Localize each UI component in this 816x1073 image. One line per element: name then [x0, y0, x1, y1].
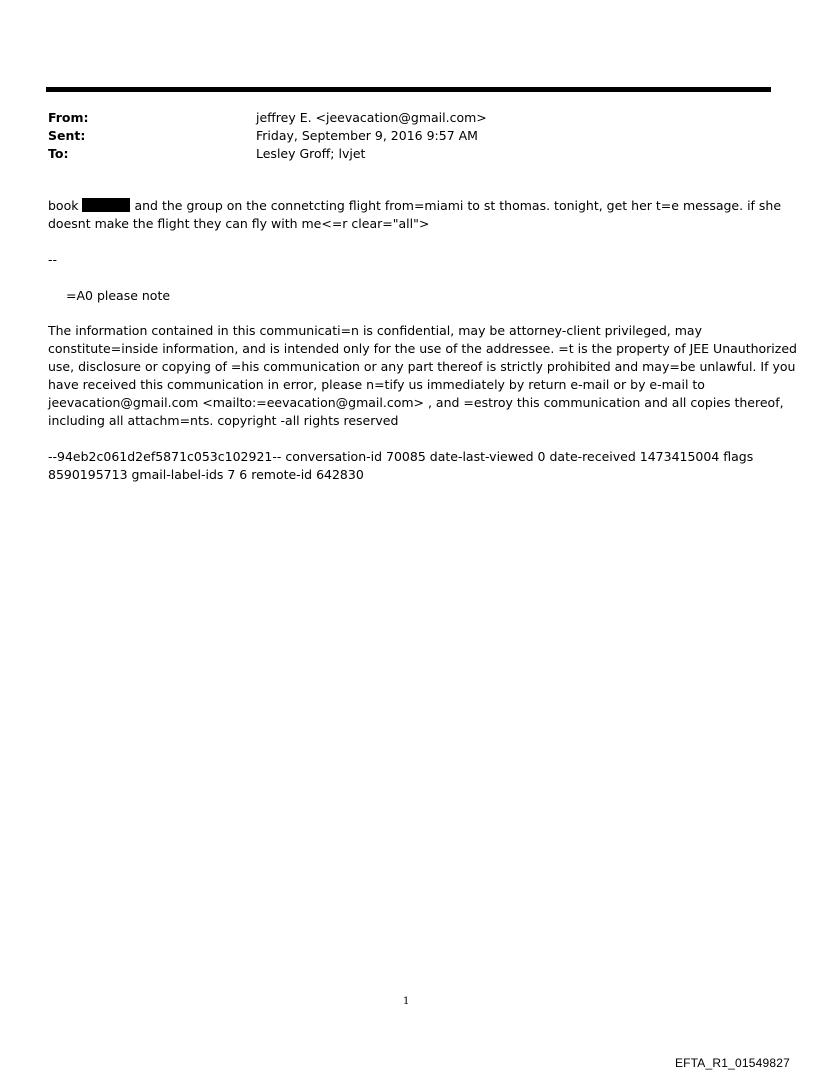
redaction-box	[82, 198, 130, 212]
header-rule	[46, 87, 771, 92]
disclaimer-line: use, disclosure or copying of =his communication or any part thereof is strictly prohibited and may=be unlawful. If you	[48, 359, 796, 374]
disclaimer-line: including all attachm=nts. copyright -all rights reserved	[48, 413, 399, 428]
sent-label: Sent:	[48, 128, 86, 143]
message-line-1	[48, 197, 781, 215]
please-note: =A0 please note	[66, 288, 171, 303]
bates-number: EFTA_R1_01549827	[674, 1056, 790, 1070]
metadata-line: 8590195713 gmail-label-ids 7 6 remote-id 642830	[48, 467, 364, 482]
disclaimer-line: constitute=inside information, and is intended only for the use of the addressee. =t is the property of JEE Unauthorized	[48, 341, 797, 356]
signature-separator: --	[48, 252, 58, 267]
message-word-book: book	[48, 198, 79, 213]
page-number: 1	[403, 996, 410, 1007]
message-line-1-rest: and the group on the connetcting flight from=miami to st thomas. tonight, get her t=e message. if she	[134, 198, 782, 213]
from-value: jeffrey E. <jeevacation@gmail.com>	[256, 110, 487, 125]
from-row	[48, 109, 487, 127]
sent-value: Friday, September 9, 2016 9:57 AM	[256, 128, 478, 143]
to-value: Lesley Groff; lvjet	[256, 146, 366, 161]
to-row	[48, 145, 487, 163]
email-header	[48, 109, 487, 163]
message-line-2: doesnt make the flight they can fly with me<=r clear="all">	[48, 216, 430, 231]
metadata-line: --94eb2c061d2ef5871c053c102921-- conversation-id 70085 date-last-viewed 0 date-received 1473415004 flags	[48, 449, 754, 464]
sent-row	[48, 127, 487, 145]
disclaimer-line: jeevacation@gmail.com <mailto:=eevacation@gmail.com> , and =estroy this communication and all copies thereof,	[48, 395, 784, 410]
to-label: To:	[48, 146, 69, 161]
disclaimer-line: The information contained in this communicati=n is confidential, may be attorney-client privileged, may	[48, 323, 702, 338]
disclaimer-line: have received this communication in error, please n=tify us immediately by return e-mail or by e-mail to	[48, 377, 705, 392]
from-label: From:	[48, 110, 89, 125]
